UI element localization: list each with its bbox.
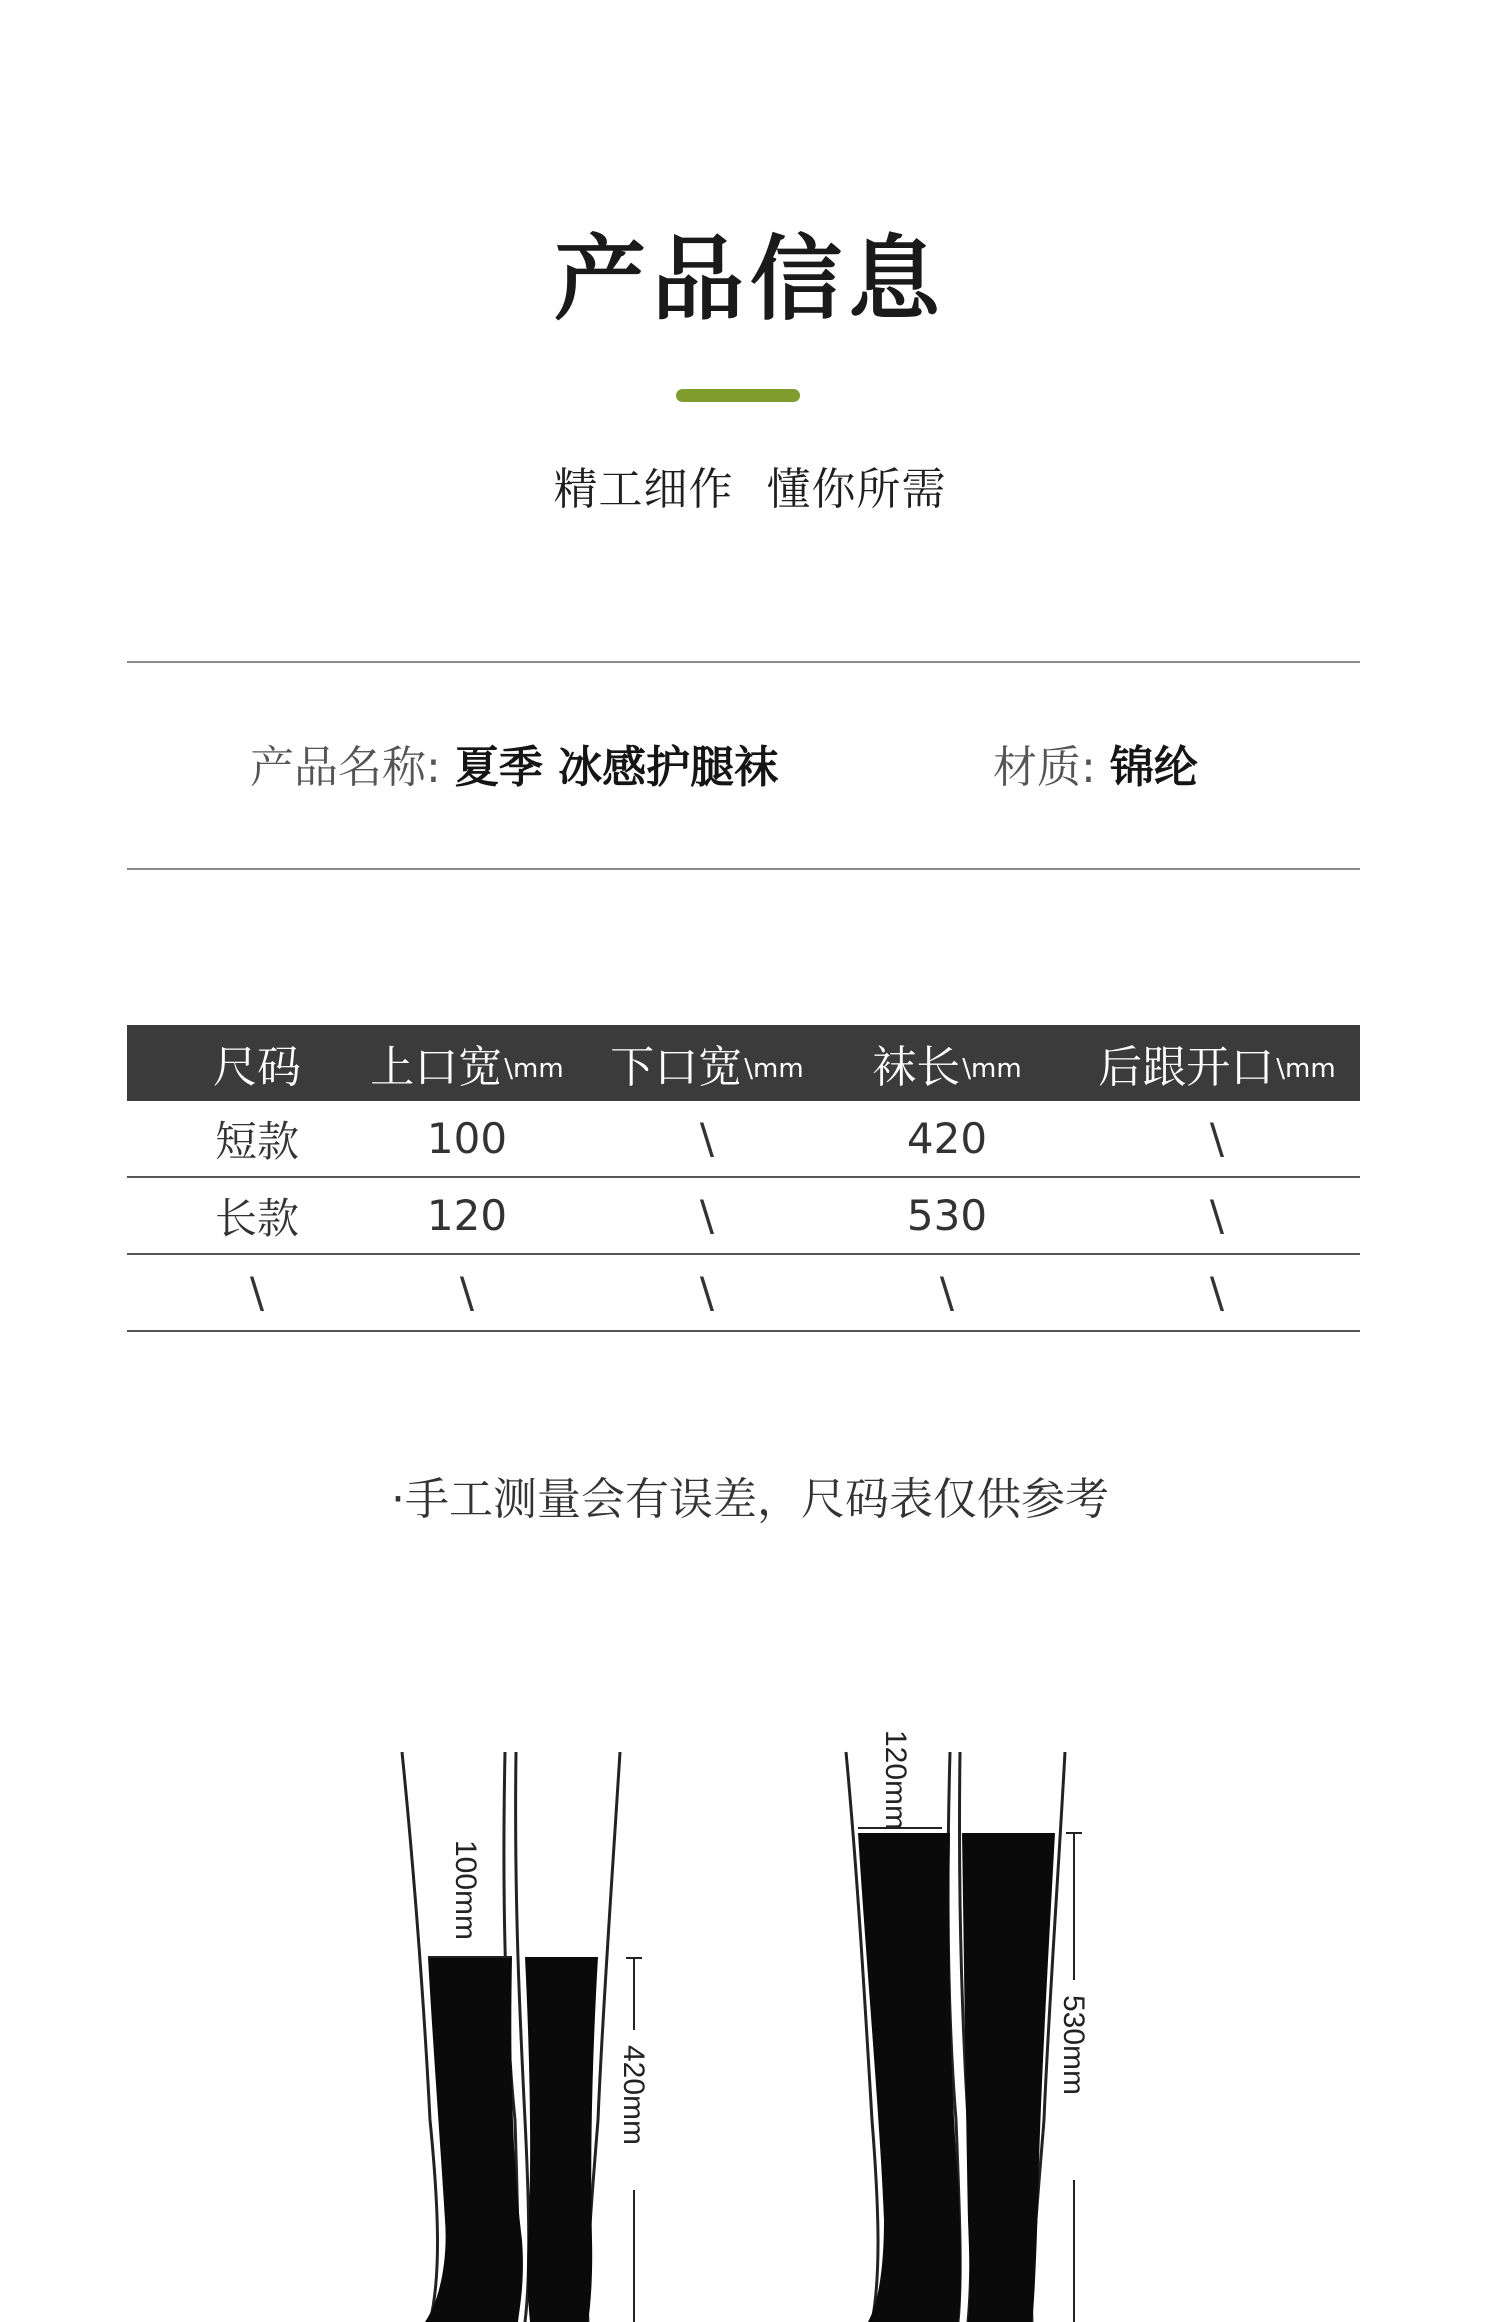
long-length-label: 530mm bbox=[1057, 1995, 1090, 2096]
product-name-value: 夏季 冰感护腿袜 bbox=[454, 742, 779, 793]
long-top-width-label: 120mm bbox=[879, 1730, 912, 1831]
header-cell: 下口宽 \mm bbox=[610, 1042, 804, 1093]
table-cell: \ bbox=[699, 1114, 715, 1163]
short-length-label: 420mm bbox=[617, 2045, 650, 2146]
table-cell: \ bbox=[1209, 1114, 1225, 1163]
table-cell: 长款 bbox=[214, 1193, 299, 1243]
product-name-info bbox=[250, 738, 778, 798]
table-cell: \ bbox=[699, 1268, 715, 1317]
table-cell: \ bbox=[459, 1268, 475, 1317]
table-cell: \ bbox=[249, 1268, 265, 1317]
info-top-divider bbox=[127, 661, 1360, 663]
table-cell: \ bbox=[1209, 1191, 1225, 1240]
table-cell: 530 bbox=[906, 1191, 988, 1240]
long-sock-illustration bbox=[846, 1752, 1082, 2322]
measurement-note: ·手工测量会有误差，尺码表仅供参考 bbox=[391, 1474, 1109, 1525]
info-bottom-divider bbox=[127, 868, 1360, 870]
table-cell: 短款 bbox=[214, 1116, 299, 1166]
sock-size-diagram bbox=[0, 1700, 1500, 2322]
short-top-width-label: 100mm bbox=[449, 1840, 482, 1941]
material-value: 锦纶 bbox=[1109, 742, 1198, 793]
header-cell: 袜长 \mm bbox=[872, 1042, 1022, 1093]
product-name-label: 产品名称: bbox=[250, 742, 441, 793]
header-cell: 后跟开口 \mm bbox=[1098, 1042, 1336, 1093]
table-row bbox=[127, 1178, 1360, 1255]
table-row bbox=[127, 1255, 1360, 1332]
short-sock-illustration bbox=[402, 1752, 642, 2322]
table-row bbox=[127, 1101, 1360, 1178]
header-cell: 尺码 bbox=[213, 1042, 301, 1093]
page-subtitle: 精工细作 懂你所需 bbox=[553, 464, 947, 515]
page-title: 产品信息 bbox=[553, 226, 946, 333]
table-cell: 100 bbox=[426, 1114, 508, 1163]
table-cell: \ bbox=[699, 1191, 715, 1240]
table-cell: \ bbox=[939, 1268, 955, 1317]
material-info bbox=[993, 738, 1198, 798]
size-table bbox=[127, 1025, 1360, 1332]
material-label: 材质: bbox=[993, 742, 1096, 793]
header-cell: 上口宽 \mm bbox=[370, 1042, 564, 1093]
table-cell: 420 bbox=[906, 1114, 988, 1163]
table-cell: 120 bbox=[426, 1191, 508, 1240]
title-accent-bar bbox=[676, 389, 800, 402]
table-cell: \ bbox=[1209, 1268, 1225, 1317]
size-table-header bbox=[127, 1025, 1360, 1101]
